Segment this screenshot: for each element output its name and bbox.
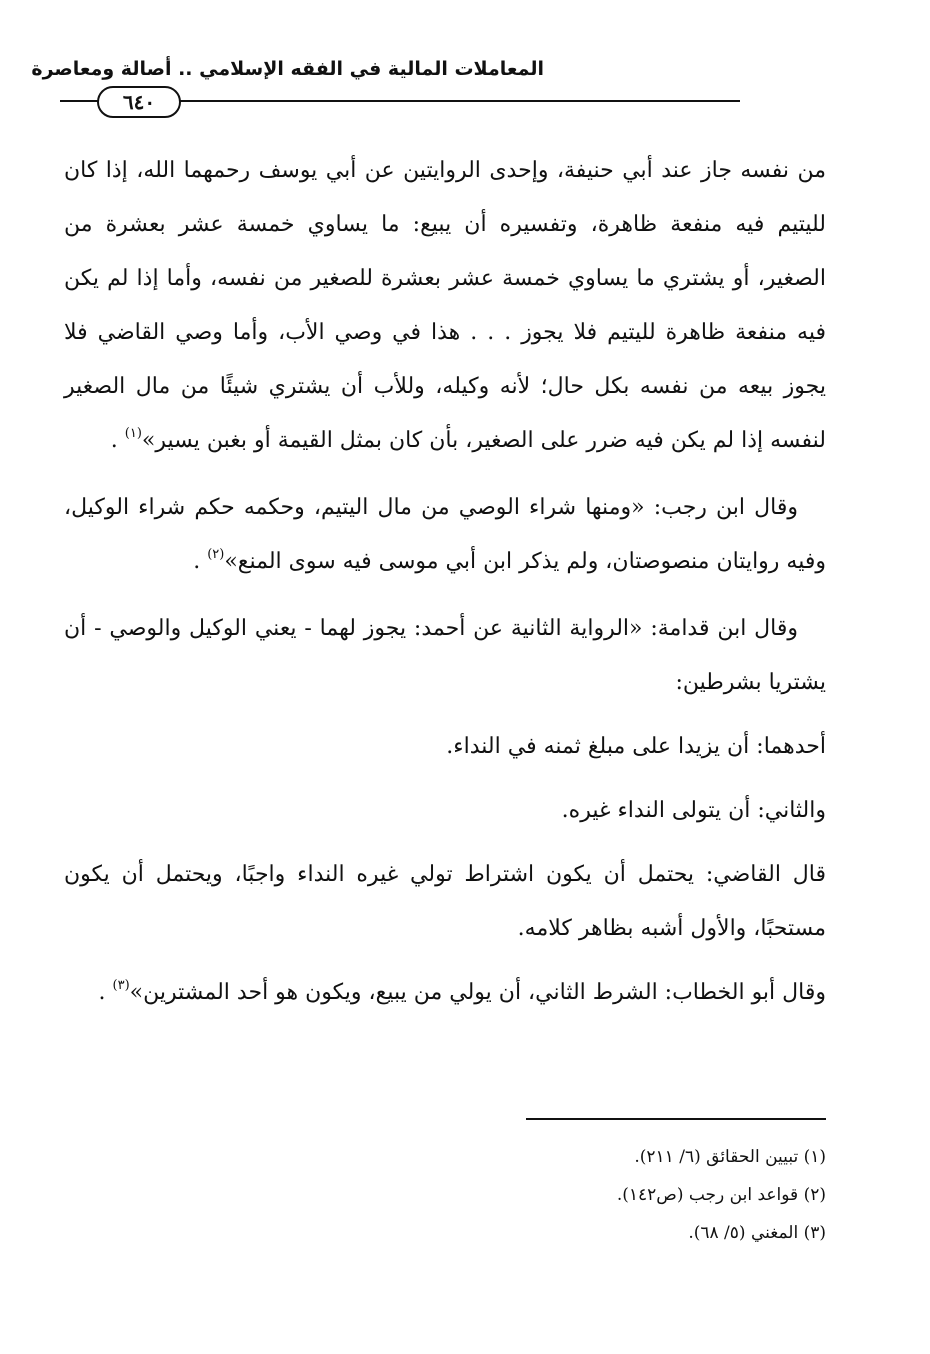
footnote-reference: (٢) (207, 547, 225, 562)
footnote-separator (526, 1118, 826, 1120)
paragraph-end: . (193, 549, 208, 574)
paragraph-text: من نفسه جاز عند أبي حنيفة، وإحدى الروايتين عن أبي يوسف رحمهما الله، إذا كان لليتيم فيه منفعة ظاهرة، وتفسيره أن يبيع: ما يساوي خمسة عشر بعشرة من الصغير، أو يشتري ما يساوي خمسة عشر بعشرة للصغير من نفسه، وأما إذا لم يكن فيه منفعة ظاهرة لليتيم فلا يجوز . . . هذا في وصي الأب، وأما وصي القاضي فلا يجوز بيعه من نفسه بكل حال؛ لأنه وكيله، وللأب أن يشتري شيئًا من مال الصغير لنفسه إذا لم يكن فيه ضرر على الصغير، بأن كان بمثل القيمة أو بغبن يسير» (64, 158, 826, 453)
paragraph-end: . (98, 980, 113, 1005)
paragraph-text: وقال أبو الخطاب: الشرط الثاني، أن يولي من يبيع، ويكون هو أحد المشترين» (129, 980, 826, 1005)
footnote-item: (١) تبيين الحقائق (٦/ ٢١١). (634, 1147, 826, 1167)
paragraph (64, 602, 826, 710)
paragraph (64, 144, 826, 471)
paragraph-text: وقال ابن رجب: «ومنها شراء الوصي من مال اليتيم، وحكمه حكم شراء الوكيل، وفيه روايتان منصوصتان، ولم يذكر ابن أبي موسى فيه سوى المنع» (64, 495, 826, 574)
header-rule-end (60, 100, 98, 102)
paragraph-text: والثاني: أن يتولى النداء غيره. (561, 798, 826, 823)
footnote-item: (٣) المغني (٥/ ٦٨). (688, 1223, 826, 1243)
paragraph-text: قال القاضي: يحتمل أن يكون اشتراط تولي غيره النداء واجبًا، ويحتمل أن يكون مستحبًا، والأول أشبه بظاهر كلامه. (64, 862, 826, 941)
paragraph-text: أحدهما: أن يزيدا على مبلغ ثمنه في النداء. (446, 734, 826, 759)
footnote-item: (٢) قواعد ابن رجب (ص١٤٢). (616, 1185, 826, 1205)
paragraph-text: وقال ابن قدامة: «الرواية الثانية عن أحمد: يجوز لهما - يعني الوكيل والوصي - أن يشتريا بشرطين: (64, 616, 826, 695)
paragraph (64, 966, 826, 1023)
paragraph (64, 720, 826, 774)
paragraph (64, 848, 826, 956)
paragraph (64, 481, 826, 592)
footnote-reference: (١) (124, 426, 142, 441)
paragraph (64, 784, 826, 838)
footnote-reference: (٣) (112, 978, 130, 993)
paragraph-end: . (110, 428, 125, 453)
footnotes (326, 1138, 826, 1252)
page-number-badge: ٦٤٠ (97, 86, 181, 118)
body-text (64, 144, 826, 1023)
running-title: المعاملات المالية في الفقه الإسلامي .. أصالة ومعاصرة (31, 58, 544, 80)
header-rule (90, 100, 740, 102)
